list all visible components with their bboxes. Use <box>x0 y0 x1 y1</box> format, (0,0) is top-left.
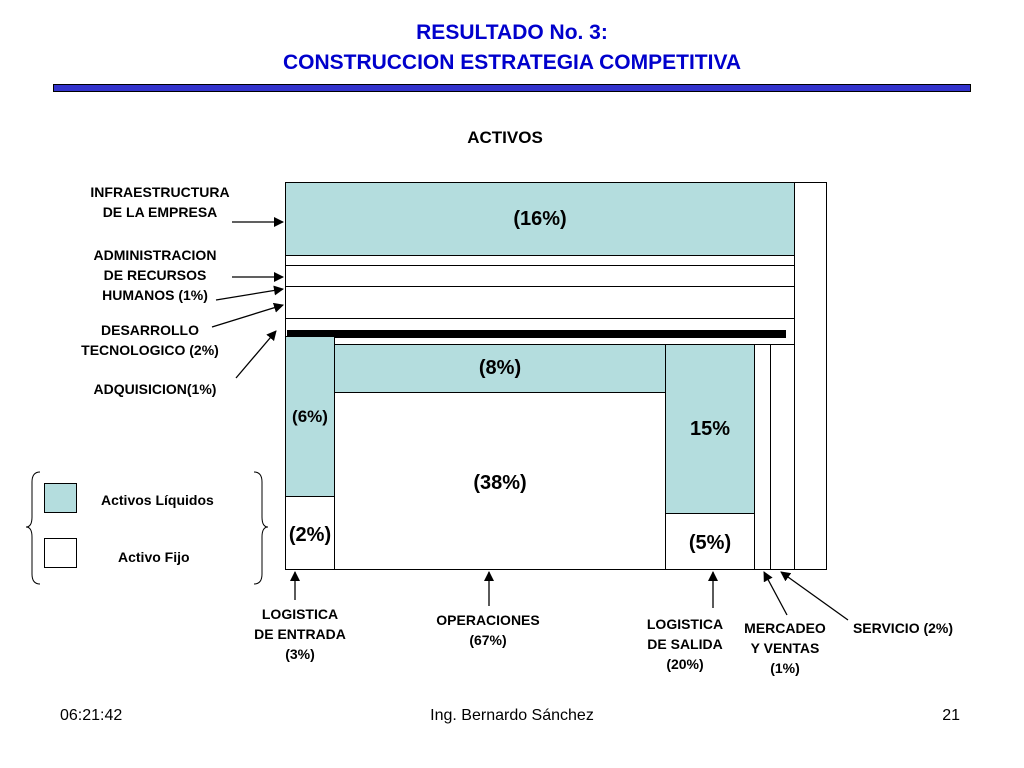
rrhh-label-line1: ADMINISTRACION <box>93 247 217 263</box>
infraestructura-label-line1: INFRAESTRUCTURA <box>90 184 230 200</box>
mercadeo-arrow <box>764 572 787 615</box>
desarrollo-label-line1: DESARROLLO <box>101 322 199 338</box>
logistica-entrada-label-line3: (3%) <box>285 646 315 662</box>
logistica-salida-label-line3: (20%) <box>666 656 704 672</box>
slide-title-line1: RESULTADO No. 3: <box>416 21 608 44</box>
servicio-label: SERVICIO (2%) <box>852 620 954 636</box>
mercadeo-label-line1: MERCADEO <box>744 620 826 636</box>
mercadeo-label-line2: Y VENTAS <box>750 640 820 656</box>
operaciones-fijo-value: (38%) <box>473 471 527 494</box>
servicio-arrow <box>781 572 848 620</box>
desarrollo-label-line2: TECNOLOGICO (2%) <box>81 342 219 358</box>
operaciones-label-line1: OPERACIONES <box>436 612 540 628</box>
infraestructura-label-line2: DE LA EMPRESA <box>102 204 218 220</box>
logistica-entrada-label-line1: LOGISTICA <box>261 606 339 622</box>
adquisicion-arrow <box>236 331 276 378</box>
adquisicion-label: ADQUISICION(1%) <box>93 381 217 397</box>
rrhh-label-line2: DE RECURSOS <box>103 267 207 283</box>
rrhh-arrow-2 <box>216 289 283 300</box>
logistica-salida-liquidos-value: 15% <box>689 417 731 440</box>
mercadeo-label-line3: (1%) <box>770 660 800 676</box>
rrhh-label-line3: HUMANOS (1%) <box>102 287 208 303</box>
legend-right-brace <box>254 472 268 584</box>
footer-time: 06:21:42 <box>60 707 123 724</box>
diagram-subtitle: ACTIVOS <box>467 128 543 147</box>
logistica-salida-label-line1: LOGISTICA <box>646 616 724 632</box>
logistica-entrada-label-line2: DE ENTRADA <box>254 626 346 642</box>
logistica-entrada-liquidos-value: (6%) <box>292 406 328 426</box>
operaciones-label-line2: (67%) <box>469 632 507 648</box>
legend-liquidos-label: Activos Líquidos <box>101 492 214 508</box>
footer-author: Ing. Bernardo Sánchez <box>430 707 594 724</box>
logistica-salida-label-line2: DE SALIDA <box>647 636 723 652</box>
logistica-salida-fijo-value: (5%) <box>688 531 732 554</box>
operaciones-liquidos-value: (8%) <box>478 357 522 379</box>
infraestructura-value: (16%) <box>513 207 567 230</box>
legend-fijo-label: Activo Fijo <box>118 549 190 565</box>
desarrollo-arrow <box>212 305 283 327</box>
footer-page-number: 21 <box>942 707 960 724</box>
logistica-entrada-fijo-value: (2%) <box>288 523 332 546</box>
slide-title-line2: CONSTRUCCION ESTRATEGIA COMPETITIVA <box>282 51 742 74</box>
legend-left-brace <box>26 472 40 584</box>
